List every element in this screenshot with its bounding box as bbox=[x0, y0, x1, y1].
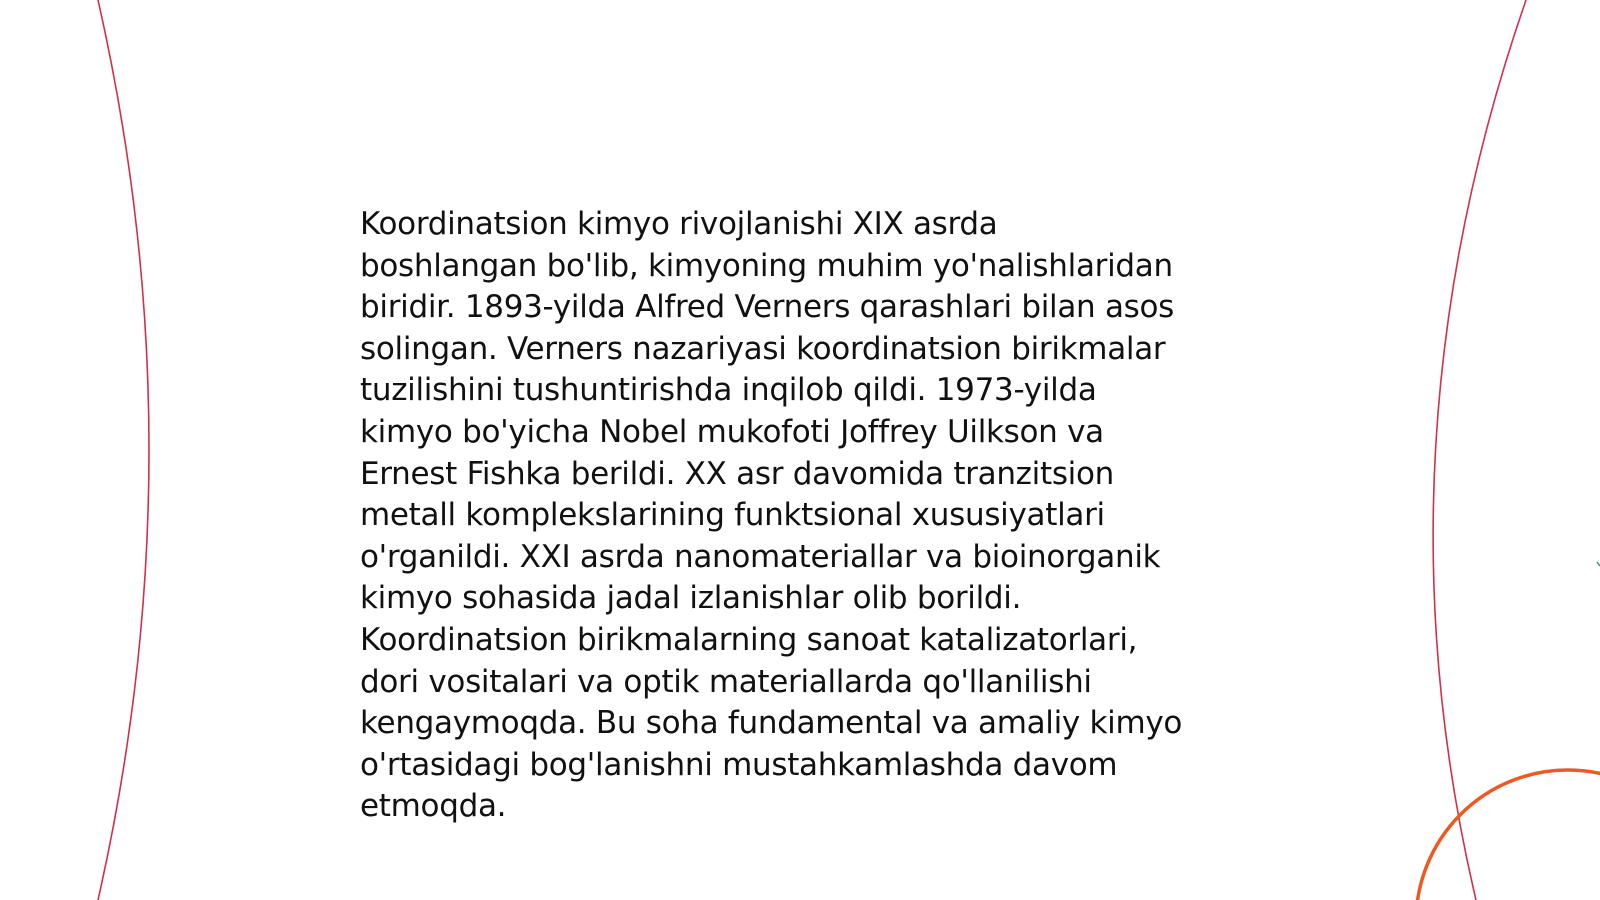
paragraph-line: tuzilishini tushuntirishda inqilob qildi. 1973-yilda bbox=[360, 372, 1097, 409]
paragraph-line: kimyo bo'yicha Nobel mukofoti Joffrey Uilkson va bbox=[360, 413, 1104, 450]
paragraph-line: kimyo sohasida jadal izlanishlar olib borildi. bbox=[360, 580, 1022, 617]
paragraph-line: dori vositalari va optik materiallarda qo'llanilishi bbox=[360, 663, 1092, 700]
paragraph-line: biridir. 1893-yilda Alfred Verners qarashlari bilan asos bbox=[360, 289, 1175, 326]
paragraph-line: Koordinatsion kimyo rivojlanishi XIX asrda bbox=[360, 206, 998, 242]
left-curve-line bbox=[98, 0, 149, 900]
corner-accent-arc bbox=[1416, 770, 1600, 900]
paragraph-line: Koordinatsion birikmalarning sanoat katalizatorlari, bbox=[360, 621, 1138, 658]
paragraph-line: o'rtasidagi bog'lanishni mustahkamlashda davom bbox=[360, 746, 1118, 783]
paragraph-line: solingan. Verners nazariyasi koordinatsion birikmalar bbox=[360, 330, 1166, 367]
right-curve-line bbox=[1433, 0, 1526, 900]
paragraph-line: metall komplekslarining funktsional xususiyatlari bbox=[360, 497, 1105, 534]
paragraph-line: o'rganildi. XXI asrda nanomateriallar va bioinorganik bbox=[360, 538, 1161, 575]
paragraph-line: etmoqda. bbox=[360, 788, 507, 825]
body-paragraph bbox=[360, 204, 1260, 828]
paragraph-line: kengaymoqda. Bu soha fundamental va amaliy kimyo bbox=[360, 705, 1183, 742]
paragraph-line: Ernest Fishka berildi. XX asr davomida tranzitsion bbox=[360, 455, 1114, 492]
paragraph-line: boshlangan bo'lib, kimyoning muhim yo'nalishlaridan bbox=[360, 247, 1173, 284]
